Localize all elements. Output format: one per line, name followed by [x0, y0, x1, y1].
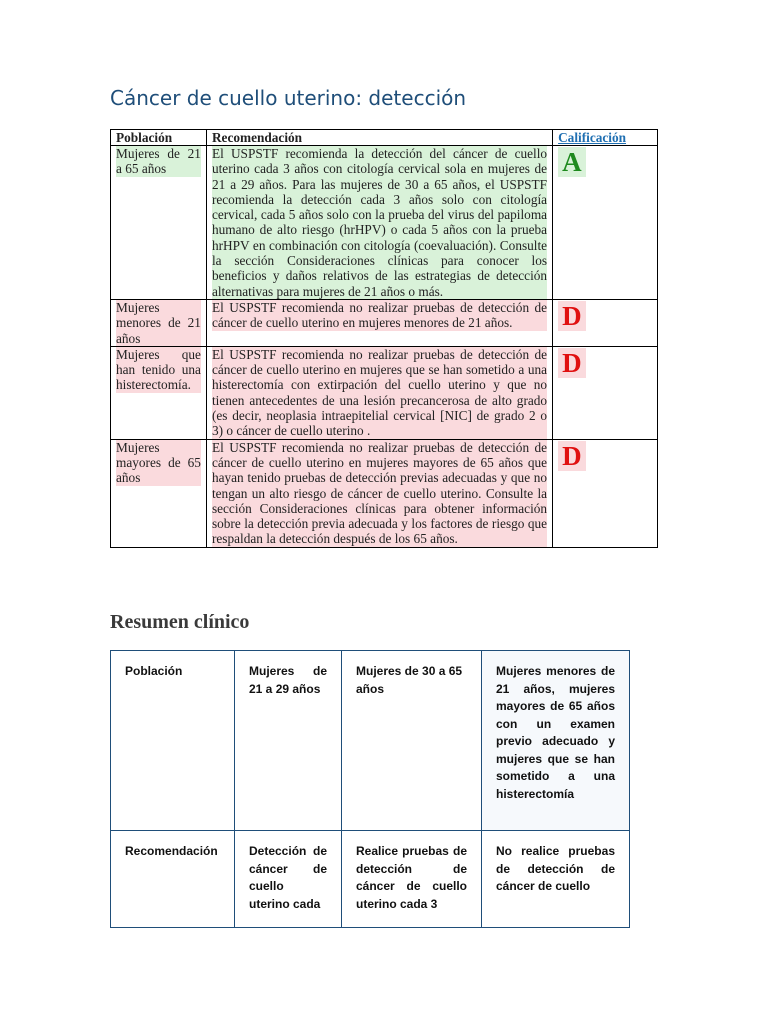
header-grade: Calificación	[553, 130, 658, 146]
table-row	[111, 346, 658, 439]
summary-cell: Realice pruebas de detección de cáncer de cuello uterino cada 3	[342, 831, 482, 928]
recommendation-text: El USPSTF recomienda no realizar pruebas de detección de cáncer de cuello uterino en mujeres que se han sometido a una histerectomía con extirpación del cuello uterino y que no tienen antecedentes de una lesión precancerosa de alto grado (es decir, neoplasia intraepitelial cervical [NIC] de grado 2 o 3) o cáncer de cuello uterino .	[211, 346, 548, 439]
grade-cell	[553, 299, 658, 346]
summary-title: Resumen clínico	[110, 611, 250, 633]
population-cell	[111, 299, 207, 346]
header-population: Población	[111, 130, 207, 146]
summary-cell: Mujeres de 30 a 65 años	[342, 651, 482, 831]
summary-cell: Mujeres de 21 a 29 años	[235, 651, 342, 831]
table-header-row	[111, 130, 658, 146]
summary-table	[110, 650, 630, 928]
grade-badge: D	[558, 441, 586, 471]
recommendation-text: El USPSTF recomienda la detección del cáncer de cuello uterino cada 3 años con citología cervical sola en mujeres de 21 a 29 años. Para las mujeres de 30 a 65 años, el USPSTF recomienda la detección cada 3 años solo con citología cervical, cada 5 años solo con la prueba del virus del papiloma humano de alto riesgo (hrHPV) o cada 5 años con la prueba hrHPV en combinación con citología (coevaluación). Consulte la sección Consideraciones clínicas para conocer los beneficios y daños relativos de las estrategias de detección alternativas para mujeres de 21 años o más.	[211, 146, 548, 299]
table-row	[111, 439, 658, 547]
grade-cell	[553, 346, 658, 439]
summary-label-recommendation: Recomendación	[111, 831, 235, 928]
grade-badge: D	[558, 348, 586, 378]
population-cell	[111, 146, 207, 300]
population-text: Mujeres de 21 a 65 años	[116, 146, 201, 177]
population-text: Mujeres mayores de 65 años	[116, 439, 201, 486]
summary-row-population	[111, 651, 630, 831]
grade-badge: A	[558, 147, 586, 177]
recommendation-cell	[206, 146, 552, 300]
table-row	[111, 146, 658, 300]
recommendation-cell	[206, 346, 552, 439]
page-title: Cáncer de cuello uterino: detección	[110, 86, 467, 110]
header-recommendation: Recomendación	[206, 130, 552, 146]
summary-cell: Mujeres menores de 21 años, mujeres mayores de 65 años con un examen previo adecuado y mujeres que se han sometido a una histerectomía	[482, 651, 630, 831]
summary-label-population: Población	[111, 651, 235, 831]
summary-cell: No realice pruebas de detección de cáncer de cuello	[482, 831, 630, 928]
summary-row-recommendation	[111, 831, 630, 928]
recommendation-cell	[206, 439, 552, 547]
recommendation-text: El USPSTF recomienda no realizar pruebas de detección de cáncer de cuello uterino en mujeres menores de 21 años.	[211, 299, 548, 331]
recommendation-text: El USPSTF recomienda no realizar pruebas de detección de cáncer de cuello uterino en mujeres mayores de 65 años que hayan tenido pruebas de detección previas adecuadas y que no tengan un alto riesgo de cáncer de cuello uterino. Consulte la sección Consideraciones clínicas para obtener información sobre la detección previa adecuada y los factores de riesgo que respaldan la detección después de los 65 años.	[211, 439, 548, 547]
table-row	[111, 299, 658, 346]
grade-cell	[553, 146, 658, 300]
population-text: Mujeres menores de 21 años	[116, 299, 201, 346]
population-cell	[111, 439, 207, 547]
grade-cell	[553, 439, 658, 547]
summary-cell: Detección de cáncer de cuello uterino cada	[235, 831, 342, 928]
population-text: Mujeres que han tenido una histerectomía.	[116, 346, 201, 393]
grade-badge: D	[558, 301, 586, 331]
recommendation-cell	[206, 299, 552, 346]
population-cell	[111, 346, 207, 439]
recommendation-table	[110, 129, 658, 548]
